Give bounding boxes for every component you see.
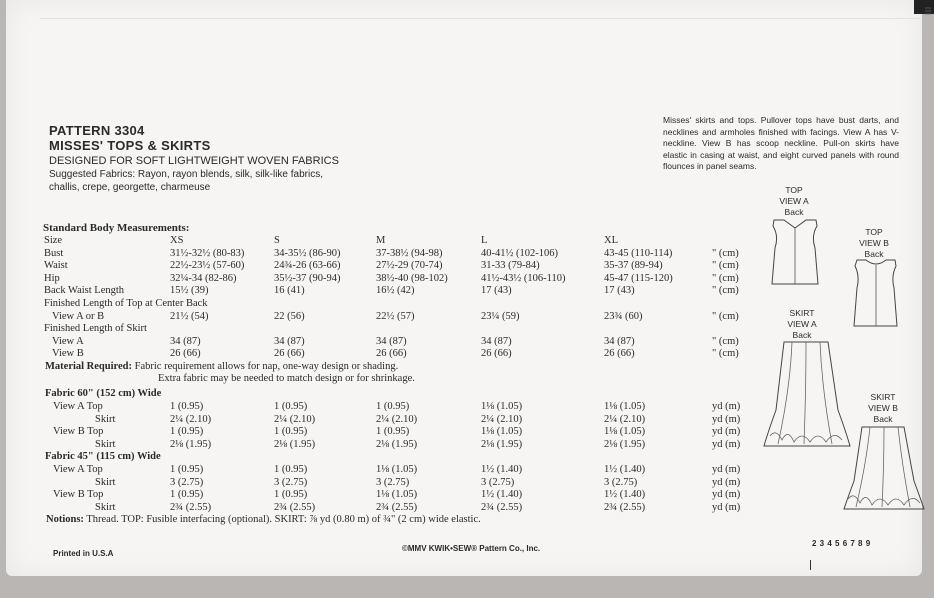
row-label: Skirt	[95, 413, 116, 425]
table-cell: 3 (2.75)	[376, 476, 410, 488]
table-cell: 38½-40 (98-102)	[376, 272, 448, 284]
table-cell: 1⅛ (1.05)	[604, 401, 646, 412]
table-cell: 45-47 (115-120)	[604, 272, 673, 284]
table-cell: 27½-29 (70-74)	[376, 260, 443, 272]
fold-line	[40, 18, 920, 25]
skirt-view-b-sketch-icon	[842, 425, 926, 513]
pattern-title: MISSES' TOPS & SKIRTS	[49, 138, 211, 153]
view-line: SKIRT	[789, 308, 815, 318]
notions-label: Notions:	[46, 514, 84, 525]
print-code: 2 3 4 5 6 7 8 9	[812, 539, 871, 548]
table-cell: 34 (87)	[604, 335, 635, 347]
row-label: Back Waist Length	[44, 285, 125, 297]
table-cell: 26 (66)	[274, 348, 305, 360]
row-label: Bust	[44, 247, 64, 259]
row-label: Waist	[44, 260, 68, 272]
table-cell: S	[274, 235, 280, 246]
table-cell: 1⅛ (1.05)	[481, 426, 523, 438]
printed-in: Printed in U.S.A	[53, 549, 114, 558]
unit-label: " (cm)	[712, 285, 739, 297]
row-label: View A Top	[53, 464, 103, 475]
corner-mark-icon	[924, 6, 932, 16]
table-cell: 16 (41)	[274, 285, 305, 297]
view-line: Back	[864, 249, 884, 259]
table-cell: 26 (66)	[481, 348, 512, 360]
row-label: Hip	[44, 272, 60, 284]
view-line: TOP	[865, 227, 883, 237]
row-label: View A	[52, 335, 84, 347]
table-cell: 43-45 (110-114)	[604, 247, 673, 259]
table-cell: 35½-37 (90-94)	[274, 272, 341, 284]
suggested-fabrics-1: Suggested Fabrics: Rayon, rayon blends, silk, silk-like fabrics,	[49, 169, 324, 180]
view-line: VIEW A	[779, 196, 809, 206]
table-cell: 1 (0.95)	[170, 401, 204, 412]
view-line: Back	[792, 330, 812, 340]
table-cell: 26 (66)	[376, 348, 407, 360]
table-cell: 2¾ (2.55)	[376, 501, 418, 513]
table-cell: 2⅛ (1.95)	[170, 438, 212, 450]
unit-label: yd (m)	[712, 501, 741, 513]
table-cell: 21½ (54)	[170, 310, 209, 322]
table-cell: 1 (0.95)	[274, 426, 308, 438]
unit-label: " (cm)	[712, 272, 739, 284]
table-cell: 23¼ (59)	[481, 310, 520, 322]
table-cell: 17 (43)	[604, 285, 635, 297]
row-label: Finished Length of Skirt	[44, 323, 147, 335]
notions	[46, 514, 481, 526]
table-cell: 1 (0.95)	[170, 426, 204, 438]
table-cell: 40-41½ (102-106)	[481, 247, 558, 259]
view-line: VIEW A	[787, 319, 817, 329]
table-cell: 34 (87)	[481, 335, 512, 347]
unit-label: " (cm)	[712, 260, 739, 272]
view-line: Back	[784, 207, 804, 217]
table-cell: 1⅛ (1.05)	[376, 489, 418, 501]
table-cell: 2⅛ (1.95)	[274, 438, 316, 450]
table-cell: 1 (0.95)	[170, 489, 204, 501]
table-cell: 34 (87)	[170, 335, 201, 347]
measurements-heading: Standard Body Measurements:	[43, 222, 190, 234]
table-cell: 3 (2.75)	[481, 476, 515, 488]
unit-label: yd (m)	[712, 476, 741, 488]
table-cell: 2¼ (2.10)	[274, 413, 316, 425]
pattern-header	[49, 123, 339, 194]
table-cell: 1 (0.95)	[376, 426, 410, 438]
table-cell: 3 (2.75)	[170, 476, 204, 488]
unit-label: yd (m)	[712, 438, 741, 450]
table-cell: 1⅛ (1.05)	[481, 401, 523, 412]
table-cell: 1⅛ (1.05)	[376, 464, 418, 475]
table-cell: 2¾ (2.55)	[481, 501, 523, 513]
notions-text: Thread. TOP: Fusible interfacing (optional). SKIRT: ⅞ yd (0.80 m) of ¾" (2 cm) wide elastic.	[86, 514, 481, 525]
material-required-line2: Extra fabric may be needed to match design or for shrinkage.	[158, 373, 415, 384]
table-cell: 1½ (1.40)	[481, 464, 523, 475]
table-cell: M	[376, 235, 386, 246]
table-cell: 23¾ (60)	[604, 310, 643, 322]
table-cell: 16½ (42)	[376, 285, 415, 297]
table-cell: 2¾ (2.55)	[170, 501, 212, 513]
view-line: SKIRT	[870, 392, 896, 402]
row-label: Skirt	[95, 476, 116, 488]
table-cell: 41½-43½ (106-110)	[481, 272, 566, 284]
fabric-60-heading: Fabric 60" (152 cm) Wide	[45, 388, 162, 399]
print-code-tick	[810, 560, 811, 570]
table-cell: 2¼ (2.10)	[481, 413, 523, 425]
table-cell: 17 (43)	[481, 285, 512, 297]
table-cell: 1 (0.95)	[376, 401, 410, 412]
suggested-fabrics-2: challis, crepe, georgette, charmeuse	[49, 182, 211, 193]
material-required-line1: Fabric requirement allows for nap, one-way design or shading.	[134, 361, 399, 372]
table-cell: 31½-32½ (80-83)	[170, 247, 245, 259]
table-cell: 1½ (1.40)	[604, 464, 646, 475]
table-cell: 35-37 (89-94)	[604, 260, 663, 272]
table-cell: 37-38½ (94-98)	[376, 247, 443, 259]
row-label: Finished Length of Top at Center Back	[44, 298, 208, 309]
designed-for: DESIGNED FOR SOFT LIGHTWEIGHT WOVEN FABRICS	[49, 155, 339, 167]
table-cell: 22 (56)	[274, 310, 305, 322]
view-line: VIEW B	[868, 403, 898, 413]
row-label: View B Top	[53, 489, 104, 501]
unit-label: " (cm)	[712, 310, 739, 322]
table-cell: 1⅛ (1.05)	[604, 426, 646, 438]
table-cell: 34 (87)	[376, 335, 407, 347]
table-cell: 2¼ (2.10)	[604, 413, 646, 425]
pattern-description: Misses' skirts and tops. Pullover tops have bust darts, and necklines and armholes finished with facings. View A has V-neckline. View B has scoop neckline. Pull-on skirts have elastic in casing at waist, and eight curved panels with round flounces in panel seams.	[663, 115, 899, 171]
table-cell: 34-35½ (86-90)	[274, 247, 341, 259]
view-line: TOP	[785, 185, 803, 195]
row-label: Skirt	[95, 438, 116, 450]
material-required-label: Material Required:	[45, 361, 132, 372]
row-label: View A or B	[52, 310, 105, 322]
pattern-envelope-back	[6, 0, 922, 576]
table-cell: 15½ (39)	[170, 285, 209, 297]
view-label-top-a	[764, 185, 824, 218]
fabric-45-heading: Fabric 45" (115 cm) Wide	[45, 451, 161, 462]
view-label-top-b	[844, 227, 904, 260]
unit-label: yd (m)	[712, 426, 741, 438]
row-label: View B Top	[53, 426, 104, 438]
table-cell: XL	[604, 235, 618, 246]
table-cell: L	[481, 235, 488, 246]
row-label: Skirt	[95, 501, 116, 513]
table-cell: XS	[170, 235, 184, 246]
row-label: View A Top	[53, 401, 103, 412]
table-cell: 31-33 (79-84)	[481, 260, 540, 272]
table-cell: 3 (2.75)	[604, 476, 638, 488]
table-cell: 34 (87)	[274, 335, 305, 347]
view-line: Back	[873, 414, 893, 424]
unit-label: yd (m)	[712, 401, 741, 412]
skirt-view-a-sketch-icon	[762, 340, 852, 450]
unit-label: " (cm)	[712, 247, 739, 259]
unit-label: yd (m)	[712, 413, 741, 425]
table-cell: 1 (0.95)	[274, 489, 308, 501]
copyright: ©MMV KWIK•SEW® Pattern Co., Inc.	[402, 544, 541, 553]
view-line: VIEW B	[859, 238, 889, 248]
material-required	[45, 361, 398, 373]
unit-label: yd (m)	[712, 489, 741, 501]
table-cell: 2¾ (2.55)	[604, 501, 646, 513]
unit-label: " (cm)	[712, 348, 739, 360]
row-label: View B	[52, 348, 84, 360]
view-label-skirt-b	[853, 392, 913, 425]
table-cell: 26 (66)	[604, 348, 635, 360]
top-view-a-sketch-icon	[766, 218, 824, 286]
table-cell: 3 (2.75)	[274, 476, 308, 488]
view-label-skirt-a	[772, 308, 832, 341]
table-cell: 1 (0.95)	[274, 401, 308, 412]
table-cell: 1 (0.95)	[170, 464, 204, 475]
unit-label: " (cm)	[712, 335, 739, 347]
pattern-number: PATTERN 3304	[49, 123, 145, 138]
table-cell: 2¼ (2.10)	[170, 413, 212, 425]
table-cell: 2¾ (2.55)	[274, 501, 316, 513]
table-cell: 1½ (1.40)	[481, 489, 523, 501]
table-cell: 2⅛ (1.95)	[376, 438, 418, 450]
table-cell: 2⅛ (1.95)	[481, 438, 523, 450]
table-cell: 22½-23½ (57-60)	[170, 260, 245, 272]
table-cell: 32¼-34 (82-86)	[170, 272, 237, 284]
table-cell: 1½ (1.40)	[604, 489, 646, 501]
top-view-b-sketch-icon	[849, 258, 903, 328]
table-cell: 1 (0.95)	[274, 464, 308, 475]
unit-label: yd (m)	[712, 464, 741, 475]
table-cell: 2¼ (2.10)	[376, 413, 418, 425]
table-cell: 24¾-26 (63-66)	[274, 260, 341, 272]
row-label: Size	[44, 235, 63, 246]
table-cell: 2⅛ (1.95)	[604, 438, 646, 450]
table-cell: 26 (66)	[170, 348, 201, 360]
table-cell: 22½ (57)	[376, 310, 415, 322]
